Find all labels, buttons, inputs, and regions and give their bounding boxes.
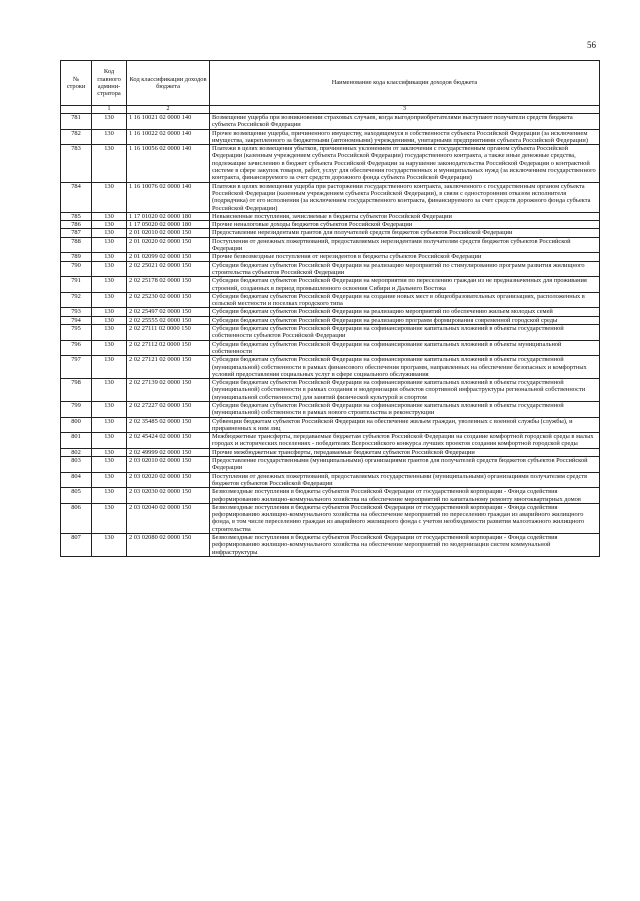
admin-code-cell: 130 (92, 316, 127, 324)
code-name-cell: Субсидии бюджетам субъектов Российской Федерации на софинансирование капитальных вложений в объекты государственной собственности субъектов Российской Федерации (210, 325, 600, 341)
classification-code-cell: 2 03 02040 02 0000 150 (127, 503, 210, 533)
row-number-cell: 804 (61, 472, 92, 488)
row-number-cell: 807 (61, 534, 92, 557)
classification-code-cell: 2 02 25497 02 0000 150 (127, 308, 210, 316)
table-row (61, 292, 600, 308)
table-row (61, 261, 600, 277)
row-number-cell: 801 (61, 433, 92, 449)
admin-code-cell: 130 (92, 229, 127, 237)
admin-code-cell: 130 (92, 457, 127, 473)
classification-code-cell: 2 02 45424 02 0000 150 (127, 433, 210, 449)
table-body (61, 114, 600, 557)
admin-code-cell: 130 (92, 534, 127, 557)
column-index-1: 1 (92, 106, 127, 114)
table-row (61, 129, 600, 145)
classification-code-cell: 2 03 02080 02 0000 150 (127, 534, 210, 557)
classification-code-cell: 2 01 02010 02 0000 150 (127, 229, 210, 237)
page-number: 56 (587, 40, 596, 50)
table-row (61, 237, 600, 253)
classification-code-cell: 2 02 25021 02 0000 150 (127, 261, 210, 277)
row-number-cell: 798 (61, 379, 92, 402)
table-row (61, 356, 600, 379)
row-number-cell: 799 (61, 401, 92, 417)
code-name-cell: Субсидии бюджетам субъектов Российской Федерации на софинансирование капитальных вложений в объекты государственной (муниципальной) собственности в рамках создания и модернизации объектов спортивной инфраструктуры региональной собственности (муниципальной собственности) для занятий физической культурой и спортом (210, 379, 600, 402)
code-name-cell: Возмещение ущерба при возникновении страховых случаев, когда выгодоприобретателями выступают получатели средств бюджета субъекта Российской Федерации (210, 114, 600, 130)
table-row (61, 229, 600, 237)
table-row (61, 472, 600, 488)
header-classification-code: Код классификации доходов бюджета (127, 61, 210, 106)
code-name-cell: Прочее возмещение ущерба, причиненного имуществу, находящемуся в собственности субъекта Российской Федерации (за исключением имущества, закрепленного за бюджетными (автономными) учреждениями, унитарными предприятиями субъекта Российской Федерации) (210, 129, 600, 145)
classification-code-cell: 2 02 25230 02 0000 150 (127, 292, 210, 308)
row-number-cell: 805 (61, 488, 92, 504)
admin-code-cell: 130 (92, 379, 127, 402)
classification-code-cell: 1 16 10021 02 0000 140 (127, 114, 210, 130)
table-row (61, 325, 600, 341)
row-number-cell: 786 (61, 221, 92, 229)
table-row (61, 308, 600, 316)
classification-code-cell: 2 02 27227 02 0000 150 (127, 401, 210, 417)
table-row (61, 316, 600, 324)
code-name-cell: Безвозмездные поступления в бюджеты субъектов Российской Федерации от государственной корпорации - Фонда содействия реформированию жилищно-коммунального хозяйства на обеспечение мероприятий по модернизации систем коммунальной инфраструктуры (210, 534, 600, 557)
classification-code-cell: 2 02 27111 02 0000 150 (127, 325, 210, 341)
row-number-cell: 791 (61, 277, 92, 293)
admin-code-cell: 130 (92, 129, 127, 145)
code-name-cell: Межбюджетные трансферты, передаваемые бюджетам субъектов Российской Федерации на создание комфортной городской среды в малых городах и исторических поселениях - победителях Всероссийского конкурса лучших проектов создания комфортной городской среды (210, 433, 600, 449)
header-code-name: Наименование кода классификации доходов бюджета (210, 61, 600, 106)
table-row (61, 277, 600, 293)
header-admin-code: Код главного админи-стратора (92, 61, 127, 106)
admin-code-cell: 130 (92, 417, 127, 433)
table-row (61, 253, 600, 261)
admin-code-cell: 130 (92, 212, 127, 220)
admin-code-cell: 130 (92, 356, 127, 379)
admin-code-cell: 130 (92, 308, 127, 316)
table-row (61, 488, 600, 504)
table-row (61, 212, 600, 220)
code-name-cell: Предоставление нерезидентами грантов для получателей средств бюджетов субъектов Российской Федерации (210, 229, 600, 237)
admin-code-cell: 130 (92, 221, 127, 229)
admin-code-cell: 130 (92, 433, 127, 449)
classification-code-cell: 1 16 10056 02 0000 140 (127, 145, 210, 182)
admin-code-cell: 130 (92, 503, 127, 533)
row-number-cell: 792 (61, 292, 92, 308)
classification-code-cell: 2 02 27139 02 0000 150 (127, 379, 210, 402)
code-name-cell: Поступления от денежных пожертвований, предоставляемых нерезидентами получателям средств бюджетов субъектов Российской Федерации (210, 237, 600, 253)
classification-code-cell: 2 01 02099 02 0000 150 (127, 253, 210, 261)
admin-code-cell: 130 (92, 401, 127, 417)
column-index-blank (61, 106, 92, 114)
revenue-codes-table (60, 60, 600, 557)
admin-code-cell: 130 (92, 448, 127, 456)
row-number-cell: 785 (61, 212, 92, 220)
admin-code-cell: 130 (92, 472, 127, 488)
table-row (61, 145, 600, 182)
row-number-cell: 789 (61, 253, 92, 261)
code-name-cell: Субвенции бюджетам субъектов Российской Федерации на обеспечение жильем граждан, уволенных с военной службы (службы), и приравненных к ним лиц (210, 417, 600, 433)
code-name-cell: Субсидии бюджетам субъектов Российской Федерации на реализацию мероприятий по обеспечению жильем молодых семей (210, 308, 600, 316)
table-row (61, 114, 600, 130)
classification-code-cell: 1 16 10076 02 0000 140 (127, 182, 210, 212)
admin-code-cell: 130 (92, 340, 127, 356)
table-row (61, 340, 600, 356)
classification-code-cell: 2 02 27112 02 0000 150 (127, 340, 210, 356)
classification-code-cell: 2 02 27121 02 0000 150 (127, 356, 210, 379)
table-row (61, 221, 600, 229)
table-row (61, 433, 600, 449)
code-name-cell: Прочие межбюджетные трансферты, передаваемые бюджетам субъектов Российской Федерации (210, 448, 600, 456)
row-number-cell: 788 (61, 237, 92, 253)
classification-code-cell: 2 01 02020 02 0000 150 (127, 237, 210, 253)
code-name-cell: Платежи в целях возмещения ущерба при расторжении государственного контракта, заключенного с государственным органом субъекта Российской Федерации (казенным учреждением субъекта Российской Федерации), в связи с односторонним отказом исполнителя (подрядчика) от его исполнения (за исключением государственного контракта, финансируемого за счет средств дорожного фонда субъекта Российской Федерации) (210, 182, 600, 212)
table-row (61, 379, 600, 402)
admin-code-cell: 130 (92, 145, 127, 182)
admin-code-cell: 130 (92, 261, 127, 277)
table-row (61, 417, 600, 433)
admin-code-cell: 130 (92, 253, 127, 261)
row-number-cell: 806 (61, 503, 92, 533)
code-name-cell: Предоставление государственными (муниципальными) организациями грантов для получателей средств бюджетов субъектов Российской Федерации (210, 457, 600, 473)
code-name-cell: Субсидии бюджетам субъектов Российской Федерации на софинансирование капитальных вложений в объекты государственной (муниципальной) собственности в рамках финансового обеспечения программ, направленных на обеспечение безопасных и комфортных условий предоставления социальных услуг в сфере социального обслуживания (210, 356, 600, 379)
table-row (61, 448, 600, 456)
classification-code-cell: 2 03 02030 02 0000 150 (127, 488, 210, 504)
admin-code-cell: 130 (92, 182, 127, 212)
table-row (61, 401, 600, 417)
admin-code-cell: 130 (92, 292, 127, 308)
code-name-cell: Прочие безвозмездные поступления от нерезидентов в бюджеты субъектов Российской Федерации (210, 253, 600, 261)
code-name-cell: Безвозмездные поступления в бюджеты субъектов Российской Федерации от государственной корпорации - Фонда содействия реформированию жилищно-коммунального хозяйства на обеспечение мероприятий по переселению граждан из аварийного жилищного фонда, в том числе переселению граждан из аварийного жилищного фонда с учетом необходимости развития малоэтажного жилищного строительства (210, 503, 600, 533)
row-number-cell: 802 (61, 448, 92, 456)
admin-code-cell: 130 (92, 114, 127, 130)
column-index-2: 2 (127, 106, 210, 114)
code-name-cell: Субсидии бюджетам субъектов Российской Федерации на реализацию программ формирования современной городской среды (210, 316, 600, 324)
table-row (61, 534, 600, 557)
code-name-cell: Субсидии бюджетам субъектов Российской Федерации на создание новых мест в общеобразовательных организациях, расположенных в сельской местности и поселках городского типа (210, 292, 600, 308)
row-number-cell: 783 (61, 145, 92, 182)
row-number-cell: 797 (61, 356, 92, 379)
row-number-cell: 794 (61, 316, 92, 324)
admin-code-cell: 130 (92, 277, 127, 293)
row-number-cell: 781 (61, 114, 92, 130)
classification-code-cell: 2 03 02020 02 0000 150 (127, 472, 210, 488)
admin-code-cell: 130 (92, 325, 127, 341)
table-row (61, 457, 600, 473)
classification-code-cell: 1 16 10022 02 0000 140 (127, 129, 210, 145)
column-index-3: 3 (210, 106, 600, 114)
row-number-cell: 800 (61, 417, 92, 433)
code-name-cell: Субсидии бюджетам субъектов Российской Федерации на софинансирование капитальных вложений в объекты государственной (муниципальной) собственности в рамках нового строительства и реконструкции (210, 401, 600, 417)
row-number-cell: 790 (61, 261, 92, 277)
classification-code-cell: 1 17 05020 02 0000 180 (127, 221, 210, 229)
classification-code-cell: 2 02 35485 02 0000 150 (127, 417, 210, 433)
row-number-cell: 796 (61, 340, 92, 356)
classification-code-cell: 2 02 25555 02 0000 150 (127, 316, 210, 324)
code-name-cell: Прочие неналоговые доходы бюджетов субъектов Российской Федерации (210, 221, 600, 229)
header-row-number: № строки (61, 61, 92, 106)
admin-code-cell: 130 (92, 237, 127, 253)
classification-code-cell: 2 02 49999 02 0000 150 (127, 448, 210, 456)
row-number-cell: 782 (61, 129, 92, 145)
row-number-cell: 787 (61, 229, 92, 237)
admin-code-cell: 130 (92, 488, 127, 504)
code-name-cell: Субсидии бюджетам субъектов Российской Федерации на реализацию мероприятий по стимулированию программ развития жилищного строительства субъектов Российской Федерации (210, 261, 600, 277)
code-name-cell: Субсидии бюджетам субъектов Российской Федерации на софинансирование капитальных вложений в объекты муниципальной собственности (210, 340, 600, 356)
classification-code-cell: 2 02 25178 02 0000 150 (127, 277, 210, 293)
code-name-cell: Невыясненные поступления, зачисляемые в бюджеты субъектов Российской Федерации (210, 212, 600, 220)
classification-code-cell: 2 03 02010 02 0000 150 (127, 457, 210, 473)
code-name-cell: Платежи в целях возмещения убытков, причиненных уклонением от заключения с государственным органом субъекта Российской Федерации (казенным учреждением субъекта Российской Федерации) государственного контракта, а также иные денежные средства, подлежащие зачислению в бюджет субъекта Российской Федерации за нарушение законодательства Российской Федерации о контрактной системе в сфере закупок товаров, работ, услуг для обеспечения государственных и муниципальных нужд (за исключением государственного контракта, финансируемого за счет средств дорожного фонда субъекта Российской Федерации) (210, 145, 600, 182)
table-row (61, 182, 600, 212)
table-row (61, 503, 600, 533)
row-number-cell: 784 (61, 182, 92, 212)
classification-code-cell: 1 17 01020 02 0000 180 (127, 212, 210, 220)
row-number-cell: 793 (61, 308, 92, 316)
code-name-cell: Субсидии бюджетам субъектов Российской Федерации на мероприятия по переселению граждан из не предназначенных для проживания строений, созданных в период промышленного освоения Сибири и Дальнего Востока (210, 277, 600, 293)
row-number-cell: 795 (61, 325, 92, 341)
code-name-cell: Безвозмездные поступления в бюджеты субъектов Российской Федерации от государственной корпорации - Фонда содействия реформированию жилищно-коммунального хозяйства на обеспечение мероприятий по капитальному ремонту многоквартирных домов (210, 488, 600, 504)
code-name-cell: Поступления от денежных пожертвований, предоставляемых государственными (муниципальными) организациями получателям средств бюджетов субъектов Российской Федерации (210, 472, 600, 488)
row-number-cell: 803 (61, 457, 92, 473)
